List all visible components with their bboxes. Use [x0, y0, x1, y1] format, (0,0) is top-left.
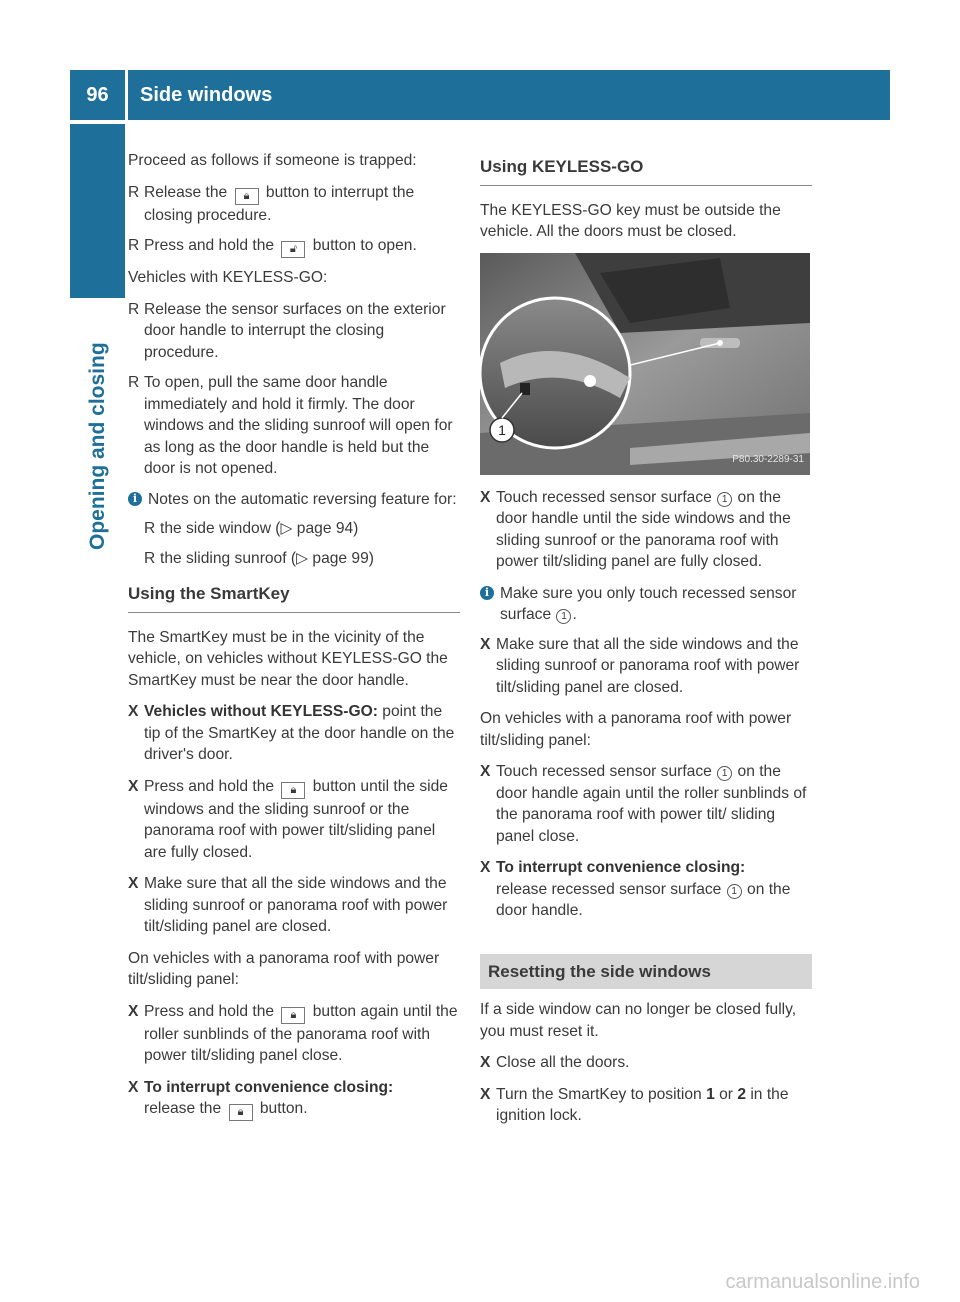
paragraph: The KEYLESS-GO key must be outside the vehicle. All the doors must be closed. — [480, 201, 781, 240]
bullet-mark: R — [128, 374, 140, 391]
list-item — [128, 518, 460, 540]
step-mark: X — [128, 1002, 139, 1020]
paragraph: If a side window can no longer be closed fully, you must reset it. — [480, 1001, 797, 1040]
page-number: 96 — [70, 70, 125, 120]
intro-text: Proceed as follows if someone is trapped: — [128, 152, 417, 169]
right-column — [480, 150, 812, 1137]
bullet-mark: R — [144, 520, 156, 537]
step-mark: X — [128, 777, 139, 795]
step-mark: X — [480, 1054, 491, 1071]
paragraph: The SmartKey must be in the vicinity of the vehicle, on vehicles without KEYLESS-GO the SmartKey must be near the door handle. — [128, 628, 448, 689]
paragraph: On vehicles with a panorama roof with power tilt/sliding panel: — [480, 710, 792, 749]
bullet-mark: R — [128, 183, 140, 201]
callout-1-icon: 1 — [717, 766, 732, 781]
list-item: R To open, pull the same door handle immediately and hold it firmly. The door windows and the sliding sunroof will open for as long as the door handle is held but the door is not opened. — [128, 374, 453, 477]
step-mark: X — [480, 1085, 491, 1103]
section-heading: Using the SmartKey — [128, 583, 460, 613]
step-item: X Press and hold the 🔒︎ button until the side windows and the sliding sunroof or the panorama roof with power tilt/sliding panel are fully closed. — [128, 777, 448, 861]
step-item: X Make sure that all the side windows and the sliding sunroof or panorama roof with power tilt/sliding panel are closed. — [128, 875, 448, 935]
photo-code: P80.30-2289-31 — [732, 454, 804, 465]
list-item: R Release the sensor surfaces on the exterior door handle to interrupt the closing procedure. — [128, 300, 446, 361]
info-icon: i — [128, 492, 142, 506]
side-tab-block — [70, 124, 125, 298]
list-item — [128, 548, 460, 570]
info-icon: i — [480, 586, 494, 600]
chapter-label: Opening and closing — [86, 342, 109, 550]
left-column — [128, 150, 460, 1131]
step-mark: X — [128, 1078, 139, 1096]
section-heading: Using KEYLESS-GO — [480, 156, 812, 186]
door-handle-illustration — [480, 253, 810, 475]
callout-1-icon: 1 — [727, 884, 742, 899]
step-item: X Press and hold the 🔒︎ button again until the roller sunblinds of the panorama roof with power tilt/sliding panel close. — [128, 1002, 458, 1064]
bullet-mark: R — [128, 300, 140, 318]
step-mark: X — [480, 488, 491, 506]
info-note: i Notes on the automatic reversing feature for: — [128, 489, 460, 511]
paragraph: On vehicles with a panorama roof with power tilt/sliding panel: — [128, 949, 440, 988]
bullet-mark: R — [128, 237, 140, 254]
watermark: carmanualsonline.info — [725, 1271, 920, 1293]
step-mark: X — [480, 635, 491, 653]
page-reference[interactable]: the sliding sunroof (▷ page 99) — [160, 549, 374, 567]
list-item: R Release the 🔒︎ button to interrupt the closing procedure. — [128, 183, 415, 224]
callout-1-icon: 1 — [717, 492, 732, 507]
keyless-label: Vehicles with KEYLESS-GO: — [128, 269, 328, 286]
callout-number: 1 — [498, 421, 506, 438]
step-item: X Vehicles without KEYLESS-GO: point the tip of the SmartKey at the door handle on the driver's door. — [128, 703, 455, 763]
step-item: X To interrupt convenience closing: release the 🔒︎ button. — [128, 1077, 460, 1122]
step-item: X Make sure that all the side windows and the sliding sunroof or panorama roof with power tilt/sliding panel are closed. — [480, 635, 800, 696]
list-item: R Press and hold the 🔓︎ button to open. — [128, 235, 460, 258]
lock-icon: 🔒︎ — [235, 188, 259, 205]
step-item: X To interrupt convenience closing: release recessed sensor surface 1 on the door handle. — [480, 859, 791, 919]
step-item: X Turn the SmartKey to position 1 or 2 in the ignition lock. — [480, 1085, 789, 1124]
lock-icon: 🔒︎ — [281, 782, 305, 799]
step-mark: X — [128, 703, 139, 720]
step-mark: X — [480, 859, 491, 876]
step-item: X Touch recessed sensor surface 1 on the door handle until the side windows and the sliding sunroof or the panorama roof with power tilt/sliding panel are fully closed. — [480, 488, 791, 570]
unlock-icon: 🔓︎ — [281, 241, 305, 258]
callout-1-icon: 1 — [556, 609, 571, 624]
info-note: i Make sure you only touch recessed sensor surface 1 . — [480, 583, 812, 626]
bullet-mark: R — [144, 549, 156, 567]
lock-icon: 🔒︎ — [281, 1007, 305, 1024]
section-heading: Resetting the side windows — [480, 954, 812, 990]
page-reference[interactable]: the side window (▷ page 94) — [160, 520, 359, 537]
section-title: Side windows — [128, 70, 890, 120]
step-item: X Touch recessed sensor surface 1 on the door handle again until the roller sunblinds of the panorama roof with power tilt/ sliding panel close. — [480, 763, 807, 845]
door-handle-photo — [480, 253, 810, 475]
step-item: X Close all the doors. — [480, 1052, 812, 1074]
step-mark: X — [480, 763, 491, 780]
step-mark: X — [128, 875, 139, 892]
lock-icon: 🔒︎ — [229, 1104, 253, 1121]
